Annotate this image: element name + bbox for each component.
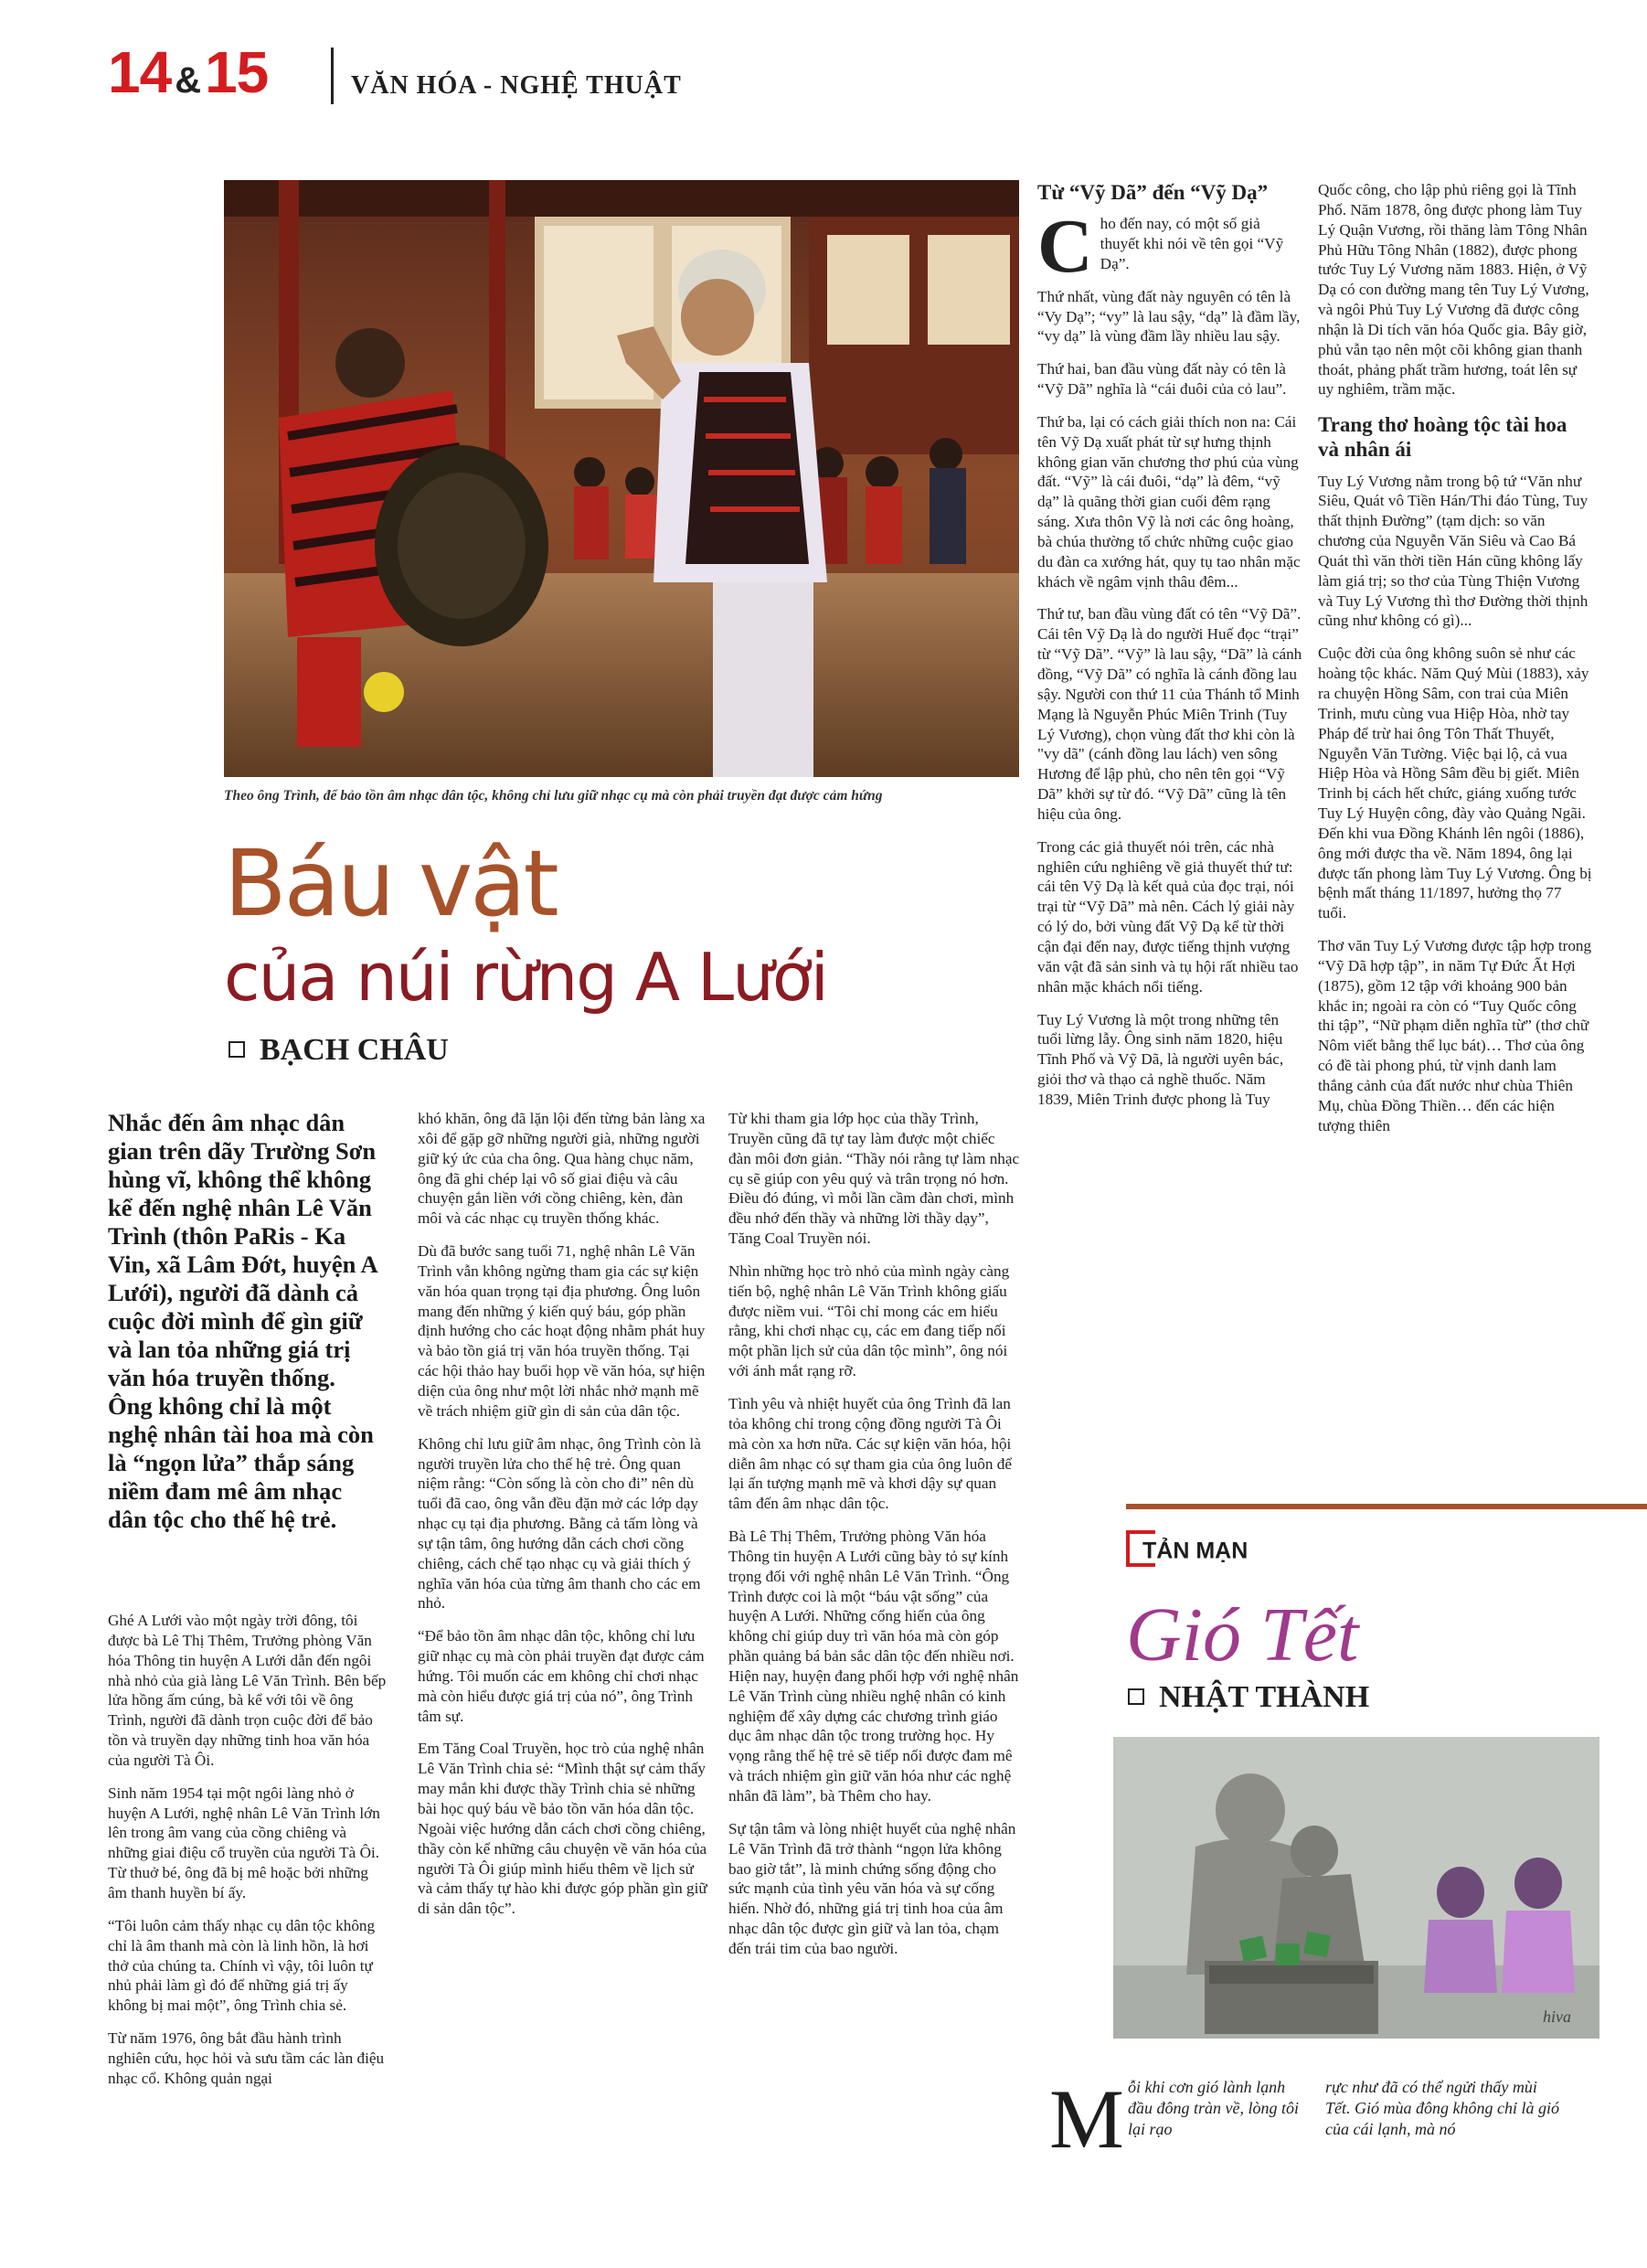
bracket-icon — [1126, 1530, 1155, 1567]
paragraph: Từ năm 1976, ông bắt đầu hành trình nghiên cứu, học hỏi và sưu tầm các làn điệu nhạc cổ. Không quản ngại — [108, 2029, 385, 2087]
sidebar-subhead-2: Trang thơ hoàng tộc tài hoa và nhân ái — [1318, 413, 1567, 462]
article-title-line2: của núi rừng A Lưới — [224, 939, 827, 1016]
feature-text-col2: rực như đã có thể ngửi thấy mùi Tết. Gió mùa đông không chỉ là gió của cái lạnh, mà nó — [1325, 2078, 1559, 2138]
paragraph: Tình yêu và nhiệt huyết của ông Trình đã lan tỏa không chỉ trong cộng đồng người Tà Ôi mà còn xa hơn nữa. Các sự kiện văn hóa, hội diễn âm nhạc có sự tham gia của ông luôn để lại ấn tượng mạnh mẽ và khơi dậy sự quan tâm đến âm nhạc dân tộc. — [728, 1394, 1013, 1513]
paragraph: Nhìn những học trò nhỏ của mình ngày càng tiến bộ, nghệ nhân Lê Văn Trình không giấu được niềm vui. “Tôi chỉ mong các em hiểu rằng, khi chơi nhạc cụ, các em đang tiếp nối một phần lịch sử của dân tộc mình”, ông nói với ánh mắt rạng rỡ. — [728, 1262, 1010, 1380]
feature-author — [1128, 1680, 1369, 1715]
article-title-line1: Báu vật — [224, 830, 557, 937]
square-bullet-icon — [1128, 1688, 1144, 1705]
paragraph: Thứ ba, lại có cách giải thích non na: Cái tên Vỹ Dạ xuất phát từ sự hưng thịnh không gian văn chương thơ phú của vùng đất. “Vỹ” là cái đuôi, “dạ” là đêm, “vỹ dạ” là quãng thời gian cuối đêm rạng sáng. Xưa thôn Vỹ là nơi các ông hoàng, bà chúa thường tổ chức những cuộc giao du đàn ca xướng hát, quy tụ tao nhân mặc khách về ngâm vịnh thâu đêm... — [1037, 412, 1301, 591]
paragraph: Sự tận tâm và lòng nhiệt huyết của nghệ nhân Lê Văn Trình đã trở thành “ngọn lửa không bao giờ tắt”, là minh chứng sống động cho sức mạnh của tình yêu văn hóa và sự cống hiến. Nhờ đó, những giá trị tinh hoa của âm nhạc dân tộc được gìn giữ và lan tỏa, chạm đến trái tim của bao người. — [728, 1819, 1016, 1957]
paragraph: Từ khi tham gia lớp học của thầy Trình, Truyền cũng đã tự tay làm được một chiếc đàn môi đơn giản. “Thầy nói rằng tự làm nhạc cụ sẽ giúp con yêu quý và trân trọng nó hơn. Điều đó đúng, vì mỗi lần cầm đàn chơi, mình đều nhớ đến thầy và những lời thầy dạy”, Tăng Coal Truyền nói. — [728, 1110, 1020, 1248]
feature-dropcap: M — [1049, 2072, 1124, 2166]
paragraph: Ghé A Lưới vào một ngày trời đông, tôi được bà Lê Thị Thêm, Trưởng phòng Văn hóa Thông tin huyện A Lưới dẫn đến ngôi nhà nhỏ của già làng Lê Văn Trình. Bên bếp lửa hồng ấm cúng, bà kể với tôi về ông Trình, người đã dành trọn cuộc đời để bảo tồn và truyền dạy những tinh hoa văn hóa của người Tà Ôi. — [108, 1612, 387, 1769]
feature-label-text: TẢN MẠN — [1142, 1538, 1249, 1564]
gong-performance-illustration — [224, 180, 1019, 777]
feature-title: Gió Tết — [1126, 1592, 1359, 1677]
main-photo — [224, 180, 1019, 777]
dropcap: C — [1037, 204, 1093, 290]
paragraph: Dù đã bước sang tuổi 71, nghệ nhân Lê Văn Trình vẫn không ngừng tham gia các sự kiện văn hóa quan trọng tại địa phương. Ông luôn mang đến những ý kiến quý báu, góp phần định hướng cho các hoạt động nhằm phát huy và bảo tồn giá trị văn hóa truyền thống. Tại các hội thảo hay buổi họp về văn hóa, sự hiện diện của ông như một lời nhắc nhở mạnh mẽ về trách nhiệm giữ gìn di sản của dân tộc. — [418, 1242, 706, 1420]
page-left-number: 14 — [108, 39, 172, 105]
paragraph: “Để bảo tồn âm nhạc dân tộc, không chỉ lưu giữ nhạc cụ mà còn phải truyền đạt được cảm hứng. Tôi muốn các em không chỉ chơi nhạc mà còn hiểu được giá trị của nó”, ông Trình tâm sự. — [418, 1627, 705, 1725]
page-ampersand: & — [175, 60, 202, 101]
illustration-signature: hiva — [1543, 2007, 1571, 2026]
page-right-number: 15 — [205, 39, 269, 105]
feature-label — [1126, 1534, 1248, 1571]
square-bullet-icon — [228, 1041, 245, 1058]
feature-divider — [1126, 1504, 1647, 1509]
paragraph: “Tôi luôn cảm thấy nhạc cụ dân tộc không chỉ là âm thanh mà còn là linh hồn, là hơi thở của chúng ta. Chính vì vậy, tôi luôn tự nhủ phải làm gì đó để những giá trị ấy không bị mai một”, ông Trình chia sẻ. — [108, 1916, 376, 2015]
paragraph: Quốc công, cho lập phủ riêng gọi là Tĩnh Phố. Năm 1878, ông được phong làm Tuy Lý Quận Vương, rồi thăng làm Tông Nhân Phủ Hữu Tông Nhân (1882), được phong tước Tuy Lý Vương năm 1883. Hiện, ở Vỹ Dạ có con đường mang tên Tuy Lý Vương, và ngôi Phủ Tuy Lý Vương đã được công nhận là Di tích văn hóa Quốc gia. Bây giờ, phủ vẫn tạo nên một cõi không gian thanh thoát, phảng phất trầm hương, toát lên sự uy nghiêm, trầm mặc. — [1318, 181, 1589, 399]
sidebar-column-2 — [1318, 180, 1592, 1149]
article-lead: Nhắc đến âm nhạc dân gian trên dãy Trường Sơn hùng vĩ, không thể không kể đến nghệ nhân Lê Văn Trình (thôn PaRis - Ka Vin, xã Lâm Đớt, huyện A Lưới), người đã dành cả cuộc đời mình để gìn giữ và lan tỏa những giá trị văn hóa truyền thống. Ông không chỉ là một nghệ nhân tài hoa mà còn là “ngọn lửa” thắp sáng niềm đam mê âm nhạc dân tộc cho thế hệ trẻ. — [108, 1109, 377, 1533]
paragraph: Thứ nhất, vùng đất này nguyên có tên là “Vy Dạ”; “vy” là lau sậy, “dạ” là đầm lầy, “vy dạ” là vùng đầm lầy nhiều lau sậy. — [1037, 287, 1301, 346]
author-name: BẠCH CHÂU — [260, 1033, 449, 1067]
paragraph: Em Tăng Coal Truyền, học trò của nghệ nhân Lê Văn Trình chia sẻ: “Mình thật sự cảm thấy may mắn khi được thầy Trình chia sẻ những bài học quý báu về bảo tồn văn hóa dân tộc. Ngoài việc hướng dẫn cách chơi cồng chiêng, thầy còn kể những câu chuyện về văn hóa của người Tà Ôi giúp mình hiểu thêm về lịch sử và cảm thấy tự hào khi được góp phần gìn giữ di sản dân tộc”. — [418, 1740, 707, 1918]
paragraph: Tuy Lý Vương là một trong những tên tuổi lừng lẫy. Ông sinh năm 1820, hiệu Tĩnh Phố và Vỹ Dã, là người uyên bác, giỏi thơ và thạo cả nghề thuốc. Năm 1839, Miên Trinh được phong là Tuy — [1037, 1010, 1284, 1108]
paragraph: Cuộc đời của ông không suôn sẻ như các hoàng tộc khác. Năm Quý Mùi (1883), xảy ra chuyện Hồng Sâm, con trai của Miên Trinh, mưu cùng vua Hiệp Hòa, nhờ tay Pháp để trừ hai ông Tôn Thất Thuyết, Nguyễn Văn Tường. Việc bại lộ, cả vua Hiệp Hòa và Hồng Sâm đều bị giết. Miên Trinh bị cách hết chức, giáng xuống tước Tuy Lý Huyện công, đày vào Quảng Ngãi. Đến khi vua Đồng Khánh lên ngôi (1886), ông mới được tha về. Năm 1894, ông lại được tấn phong làm Tuy Lý Vương. Ông bị bệnh mất tháng 11/1897, hưởng thọ 77 tuổi. — [1318, 644, 1592, 922]
paragraph: Thứ tư, ban đầu vùng đất có tên “Vỹ Dã”. Cái tên Vỹ Dạ là do người Huế đọc “trại” từ “Vỹ Dã”. “Vỹ” là lau sậy, “Dã” là cánh đồng, “Vỹ Dã” có nghĩa là cánh đồng lau sậy. Người con thứ 11 của Thánh tổ Minh Mạng là Nguyễn Phúc Miên Trinh (Tuy Lý Vương), chọn vùng đất thơ khi còn là "vy dã" (cánh đồng lau lách) ven sông Hương để lập phủ, cho nên tên gọi “Vỹ Dã” khởi sự từ đó. “Vỹ Dã” cũng là tên hiệu của ông. — [1037, 605, 1302, 823]
family-wrapping-cakes-illustration — [1113, 1737, 1599, 2039]
page-numbers — [108, 38, 268, 106]
intro-text: ho đến nay, có một số giả thuyết khi nói về tên gọi “Vỹ Dạ”. — [1100, 215, 1284, 272]
sidebar-column-1 — [1037, 180, 1302, 1123]
photo-caption: Theo ông Trình, để bảo tồn âm nhạc dân tộc, không chỉ lưu giữ nhạc cụ mà còn phải truyền đạt được cảm hứng — [224, 788, 883, 804]
paragraph: khó khăn, ông đã lặn lội đến từng bản làng xa xôi để gặp gỡ những người già, những người giữ ký ức của cha ông. Qua hàng chục năm, ông đã ghi chép lại vô số giai điệu và câu chuyện gắn liền với cồng chiêng, kèn, đàn môi và các nhạc cụ truyền thống khác. — [418, 1110, 706, 1228]
paragraph: Trong các giả thuyết nói trên, các nhà nghiên cứu nghiêng về giả thuyết thứ tư: cái tên Vỹ Dạ là kết quả của đọc trại, nói trại từ “Vỹ Dã” mà nên. Cách lý giải này có lý do, bởi vùng đất Vỹ Dạ kể từ thời cận đại đến nay, được tiếng thịnh vượng văn vật đã sản sinh và tụ hội rất nhiều tao nhân mặc khách nổi tiếng. — [1037, 837, 1299, 996]
article-column-2 — [418, 1109, 710, 1932]
sidebar-subhead-1: Từ “Vỹ Dã” đến “Vỹ Dạ” — [1037, 181, 1269, 204]
paragraph: Sinh năm 1954 tại một ngôi làng nhỏ ở huyện A Lưới, nghệ nhân Lê Văn Trình lớn lên trong âm vang của cồng chiêng và những giai điệu cổ truyền của người Tà Ôi. Từ thuở bé, ông đã bị mê hoặc bởi những âm thanh huyền bí ấy. — [108, 1784, 380, 1901]
article-column-3 — [728, 1109, 1021, 1972]
section-title: VĂN HÓA - NGHỆ THUẬT — [351, 71, 682, 100]
sidebar-intro — [1037, 204, 1302, 290]
feature-author-name: NHẬT THÀNH — [1159, 1680, 1370, 1714]
article-author — [228, 1033, 449, 1068]
paragraph: Bà Lê Thị Thêm, Trưởng phòng Văn hóa Thông tin huyện A Lưới cũng bày tỏ sự kính trọng đối với nghệ nhân Lê Văn Trình. “Ông Trình được coi là một “báu vật sống” của huyện A Lưới. Những cống hiến của ông không chỉ giúp duy trì văn hóa mà còn góp phần quảng bá bản sắc dân tộc đến nhiều nơi. Hiện nay, huyện đang phối hợp với nghệ nhân Lê Văn Trình cùng nhiều nghệ nhân có kinh nghiệm để xây dựng các chương trình giáo dục âm nhạc dân tộc trong trường học. Hy vọng rằng thế hệ trẻ sẽ tiếp nối được đam mê và trách nhiệm gìn giữ văn hóa như các nghệ nhân đã làm”, bà Thêm cho hay. — [728, 1528, 1019, 1805]
paragraph: Thứ hai, ban đầu vùng đất này có tên là “Vỹ Dã” nghĩa là “cái đuôi của cỏ lau”. — [1037, 360, 1287, 399]
paragraph: Không chỉ lưu giữ âm nhạc, ông Trình còn là người truyền lửa cho thế hệ trẻ. Ông quan niệm rằng: “Còn sống là còn cho đi” nên dù tuổi đã cao, ông vẫn đều đặn mở các lớp dạy nhạc cụ tại địa phương. Bằng cả tấm lòng và sự tận tâm, ông hướng dẫn cách chơi cồng chiêng, cách chế tạo nhạc cụ và giải thích ý nghĩa văn hóa của từng âm thanh cho các em nhỏ. — [418, 1434, 701, 1613]
header-divider — [331, 48, 334, 104]
feature-text-col1: ỗi khi cơn gió lành lạnh đầu đông tràn về, lòng tôi lại rạo — [1128, 2078, 1299, 2138]
feature-illustration — [1113, 1737, 1599, 2039]
article-column-1 — [108, 1611, 387, 2102]
paragraph: Tuy Lý Vương nằm trong bộ tứ “Văn như Siêu, Quát vô Tiền Hán/Thi đáo Tùng, Tuy thất thịnh Đường” (tạm dịch: so văn chương của Nguyễn Văn Siêu và Cao Bá Quát thì văn thời tiền Hán cũng không lấy làm giá trị; so thơ của Tùng Thiện Vương và Tuy Lý Vương thì thơ Đường thời thịnh cũng như không có gì)... — [1318, 472, 1589, 630]
paragraph: Thơ văn Tuy Lý Vương được tập hợp trong “Vỹ Dã hợp tập”, in năm Tự Đức Ất Hợi (1875), gồm 12 tập với khoảng 900 bản khắc in; ngoài ra còn có “Tuy Quốc công thi tập”, “Nữ phạm diễn nghĩa từ” (thơ chữ Nôm viết bằng thể lục bát)… Thơ của ông có đề tài phong phú, từ vịnh danh lam thắng cảnh của đất nước như chùa Thiên Mụ, chùa Đồng Thiền… đến các hiện tượng thiên — [1318, 937, 1592, 1134]
